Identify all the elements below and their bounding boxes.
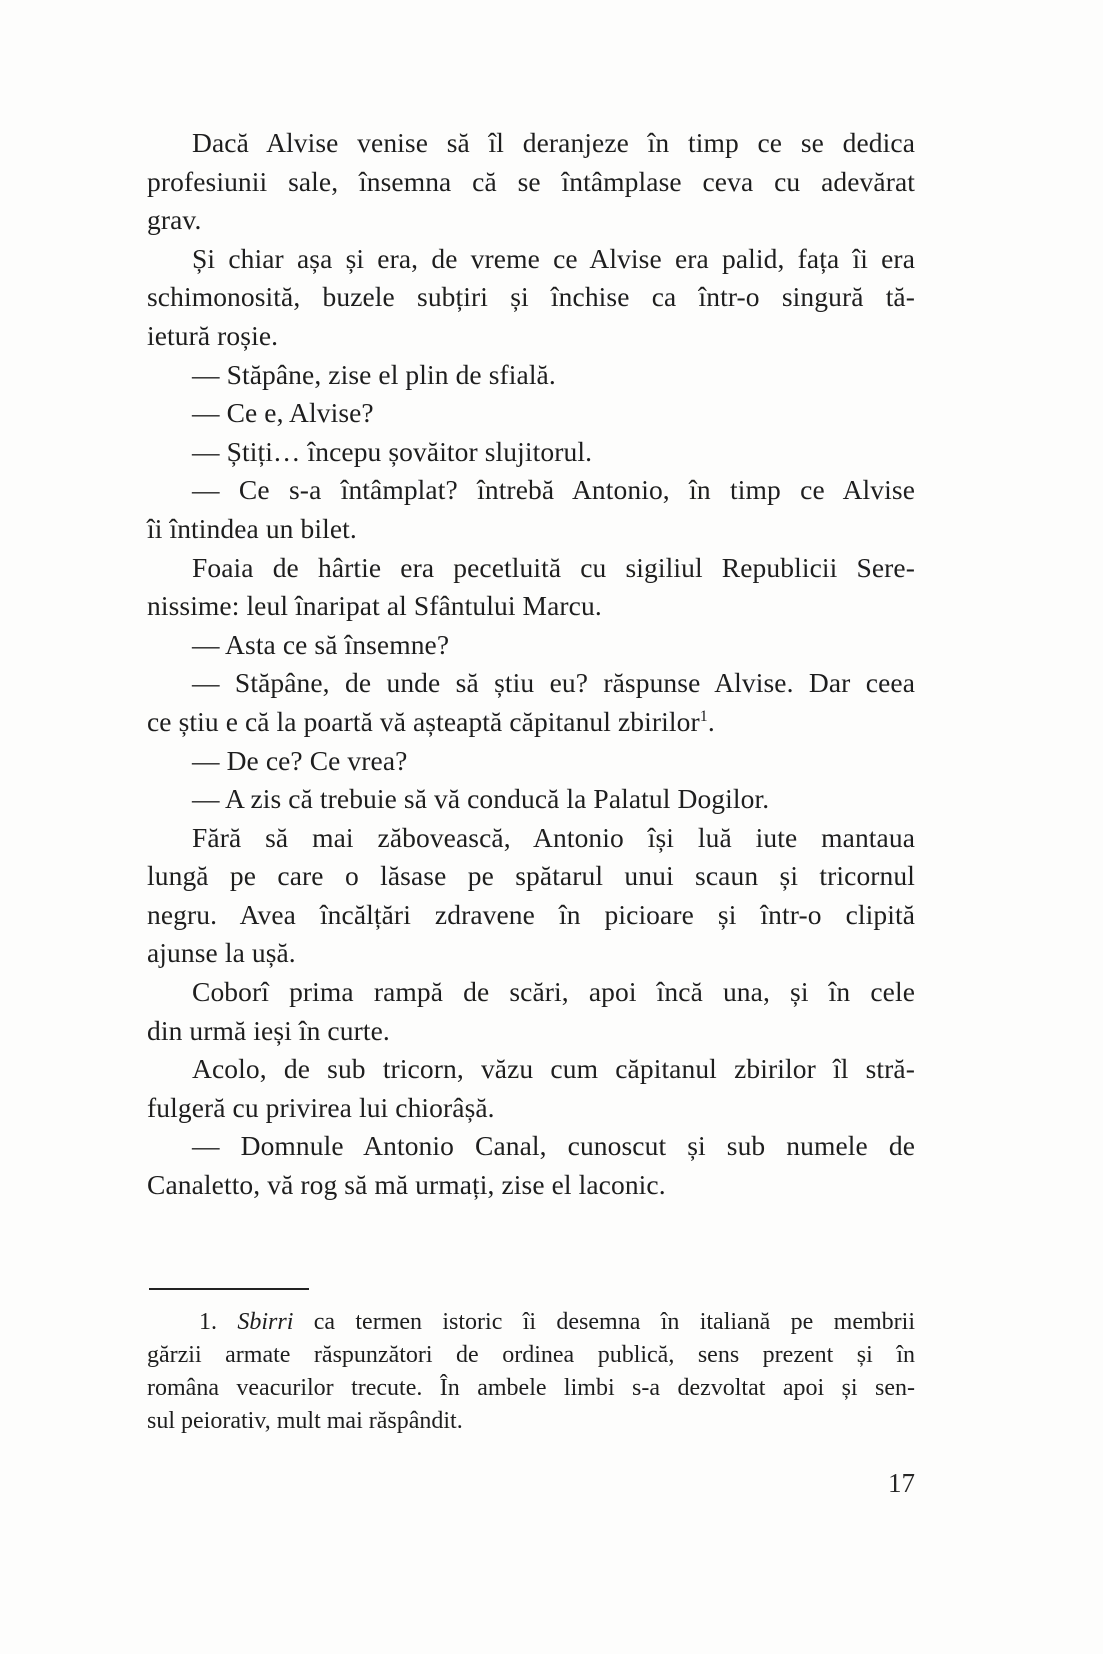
text-line: — Ce s-a întâmplat? întrebă Antonio, în timp ce Alvise [192, 474, 915, 506]
text-line: — Știți… începu șovăitor slujitorul. [192, 435, 593, 467]
text-line: — Stăpâne, de unde să știu eu? răspunse Alvise. Dar ceea [192, 667, 915, 699]
text-line: schimonosită, buzele subțiri și închise ca într-o singură tă- [147, 281, 915, 313]
text-line: Canaletto, vă rog să mă urmați, zise el laconic. [147, 1169, 666, 1201]
text-line: — De ce? Ce vrea? [192, 744, 408, 776]
text-line: lungă pe care o lăsase pe spătarul unui scaun și tricornul [147, 860, 915, 892]
text-line: ajunse la ușă. [147, 937, 296, 969]
text-line: grav. [147, 204, 202, 236]
footnote-lines [147, 1306, 915, 1438]
page-number: 17 [888, 1468, 915, 1498]
text-line: Acolo, de sub tricorn, văzu cum căpitanul zbirilor îl stră- [192, 1053, 915, 1085]
text-line: Foaia de hârtie era pecetluită cu sigiliul Republicii Sere- [192, 551, 915, 583]
text-line: gărzii armate răspunzători de ordinea publică, sens prezent și în [147, 1342, 915, 1368]
text-line: Fără să mai zăbovească, Antonio își luă iute mantaua [192, 821, 915, 853]
text-line: ietură roșie. [147, 319, 279, 351]
footnote [147, 1288, 915, 1438]
text-line: sul peiorativ, mult mai răspândit. [147, 1408, 463, 1434]
text-line: din urmă ieși în curte. [147, 1014, 390, 1046]
text-line: — Ce e, Alvise? [192, 397, 374, 429]
text-line: Și chiar așa și era, de vreme ce Alvise era palid, fața îi era [192, 242, 915, 274]
text-line: profesiunii sale, însemna că se întâmplase ceva cu adevărat [147, 165, 915, 197]
text-line: Dacă Alvise venise să îl deranjeze în timp ce se dedica [192, 127, 915, 158]
text-line: — Domnule Antonio Canal, cunoscut și sub numele de [192, 1130, 915, 1162]
text-line: fulgeră cu privirea lui chiorâșă. [147, 1091, 495, 1123]
italic-term: Sbirri [237, 1309, 294, 1335]
body-text [147, 124, 915, 1205]
text-line: româna veacurilor trecute. În ambele limbi s-a dezvoltat apoi și sen- [147, 1375, 915, 1401]
text-line: — Stăpâne, zise el plin de sfială. [192, 358, 556, 390]
text-line: nissime: leul înaripat al Sfântului Marcu. [147, 590, 602, 622]
text-line: — A zis că trebuie să vă conducă la Palatul Dogilor. [192, 783, 770, 815]
footnote-separator [149, 1288, 309, 1290]
text-line: ce știu e că la poartă vă așteaptă căpitanul zbirilor$^1$. [147, 705, 715, 737]
footnote-reference: 1 [699, 707, 708, 725]
text-line: negru. Avea încălțări zdravene în picioare și într-o clipită [147, 898, 915, 930]
text-line: — Asta ce să însemne? [192, 628, 450, 660]
text-line: îi întindea un bilet. [147, 512, 357, 544]
text-line: Coborî prima rampă de scări, apoi încă una, și în cele [192, 976, 915, 1008]
text-line: 1. Sbirri ca termen istoric îi desemna în italiană pe membrii [199, 1309, 916, 1335]
